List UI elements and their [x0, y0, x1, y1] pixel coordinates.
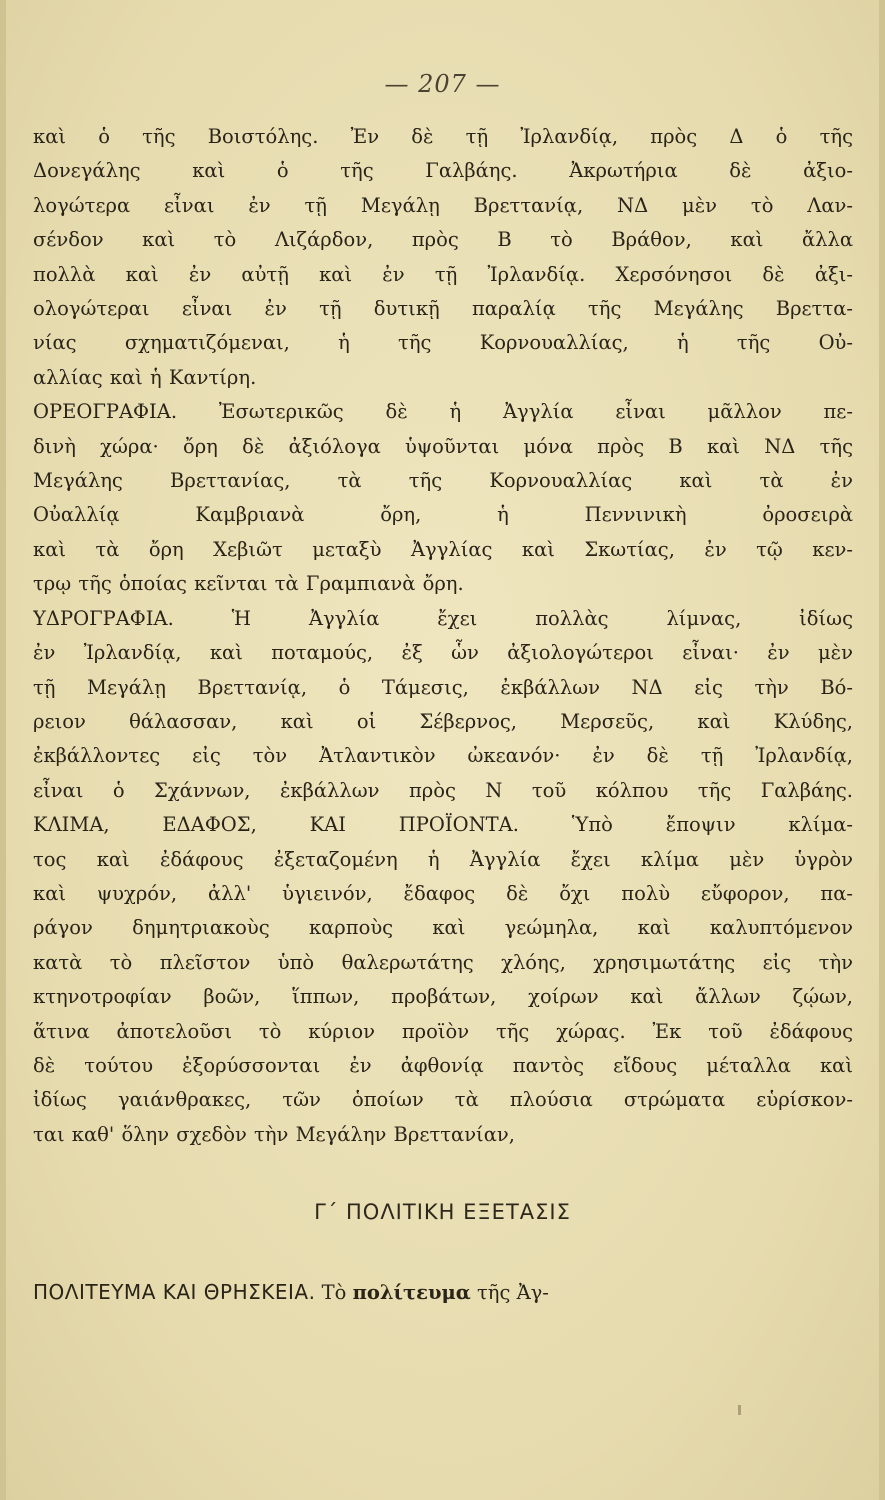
text-line: Μεγάλης Βρεττανίας, τὰ τῆς Κορνουαλλίας καὶ τὰ ἐν [33, 469, 853, 493]
text-line: αλλίας καὶ ἡ Καντίρη. [33, 365, 257, 389]
text-line: ἐκβάλλοντες εἰς τὸν Ἀτλαντικὸν ὠκεανόν· ἐν δὲ τῇ Ἰρλανδίᾳ, [33, 744, 853, 768]
text-line: ΟΡΕΟΓΡΑΦΙΑ. Ἐσωτερικῶς δὲ ἡ Ἀγγλία εἶναι μᾶλλον πε- [33, 400, 853, 424]
text-line: ράγον δημητριακοὺς καρποὺς καὶ γεώμηλα, καὶ καλυπτόμενον [33, 916, 853, 940]
text-line: σένδον καὶ τὸ Λιζάρδον, πρὸς Β τὸ Βράθον, καὶ ἄλλα [33, 228, 853, 252]
text-line: κτηνοτροφίαν βοῶν, ἵππων, προβάτων, χοίρων καὶ ἄλλων ζῴων, [33, 985, 853, 1009]
text-line: τος καὶ ἐδάφους ἐξεταζομένη ἡ Ἀγγλία ἔχει κλίμα μὲν ὑγρὸν [33, 847, 853, 871]
text-line: ἅτινα ἀποτελοῦσι τὸ κύριον προϊὸν τῆς χώρας. Ἐκ τοῦ ἐδάφους [33, 1019, 853, 1043]
text-line: δὲ τούτου ἐξορύσσονται ἐν ἀφθονίᾳ παντὸς εἴδους μέταλλα καὶ [33, 1053, 853, 1077]
bottom-line-caps: ΠΟΛΙΤΕΥΜΑ ΚΑΙ ΘΡΗΣΚΕΙΑ. [33, 1280, 316, 1304]
paragraph-block [33, 120, 853, 1152]
text-line: ται καθ' ὅλην σχεδὸν τὴν Μεγάλην Βρεττανίαν, [33, 1122, 515, 1146]
text-line: καὶ ψυχρόν, ἀλλ' ὑγιεινόν, ἔδαφος δὲ ὄχι πολὺ εὔφορον, πα- [33, 881, 853, 905]
text-line: ἐν Ἰρλανδίᾳ, καὶ ποταμούς, ἐξ ὧν ἀξιολογώτεροι εἶναι· ἐν μὲν [33, 641, 853, 665]
text-line: καὶ τὰ ὄρη Χεβιῶτ μεταξὺ Ἀγγλίας καὶ Σκωτίας, ἐν τῷ κεν- [33, 537, 853, 561]
body-text [33, 120, 853, 1152]
paper-speck [738, 1405, 741, 1415]
text-line: δινὴ χώρα· ὄρη δὲ ἀξιόλογα ὑψοῦνται μόνα πρὸς Β καὶ ΝΔ τῆς [33, 434, 853, 458]
page-left-edge [0, 0, 6, 1500]
text-line: ρειον θάλασσαν, καὶ οἱ Σέβερνος, Μερσεῦς, καὶ Κλύδης, [33, 709, 853, 733]
bottom-line-text-1: Τὸ [321, 1281, 347, 1304]
text-line: τῇ Μεγάλῃ Βρεττανίᾳ, ὁ Τάμεσις, ἐκβάλλων ΝΔ εἰς τὴν Βό- [33, 675, 853, 699]
text-line: Οὐαλλίᾳ Καμβριανὰ ὄρη, ἡ Πεννινικὴ ὀροσειρὰ [33, 503, 853, 527]
text-line: καὶ ὁ τῆς Βοιστόλης. Ἐν δὲ τῇ Ἰρλανδίᾳ, πρὸς Δ ὁ τῆς [33, 125, 853, 148]
text-line: ΚΛΙΜΑ, ΕΔΑΦΟΣ, ΚΑΙ ΠΡΟΪΟΝΤΑ. Ὑπὸ ἔποψιν κλίμα- [33, 813, 853, 837]
text-line: τρῳ τῆς ὁποίας κεῖνται τὰ Γραμπιανὰ ὄρη. [33, 572, 464, 596]
text-line: ολογώτεραι εἶναι ἐν τῇ δυτικῇ παραλίᾳ τῆς Μεγάλης Βρεττα- [33, 297, 853, 321]
text-line: Δονεγάλης καὶ ὁ τῆς Γαλβάης. Ἀκρωτήρια δὲ ἀξιο- [33, 159, 853, 183]
text-line: εἶναι ὁ Σχάννων, ἐκβάλλων πρὸς Ν τοῦ κόλπου τῆς Γαλβάης. [33, 778, 853, 802]
text-line: λογώτερα εἶναι ἐν τῇ Μεγάλῃ Βρεττανίᾳ, ΝΔ μὲν τὸ Λαν- [33, 193, 853, 217]
text-line: πολλὰ καὶ ἐν αὐτῇ καὶ ἐν τῇ Ἰρλανδίᾳ. Χερσόνησοι δὲ ἀξι- [33, 262, 853, 286]
page-number: — 207 — [384, 70, 501, 98]
text-line: νίας σχηματιζόμεναι, ἡ τῆς Κορνουαλλίας, ἡ τῆς Οὐ- [33, 331, 853, 355]
section-heading: Γ΄ ΠΟΛΙΤΙΚΗ ΕΞΕΤΑΣΙΣ [314, 1200, 571, 1224]
text-line: κατὰ τὸ πλεῖστον ὑπὸ θαλερωτάτης χλόης, χρησιμωτάτης εἰς τὴν [33, 950, 853, 974]
text-line: ΥΔΡΟΓΡΑΦΙΑ. Ἡ Ἀγγλία ἔχει πολλὰς λίμνας, ἰδίως [33, 606, 853, 630]
bottom-line-text-2: τῆς Ἀγ- [476, 1281, 549, 1304]
page-right-edge [879, 0, 885, 1500]
bottom-paragraph-line [33, 1280, 853, 1304]
text-line: ἰδίως γαιάνθρακες, τῶν ὁποίων τὰ πλούσια στρώματα εὑρίσκον- [33, 1088, 853, 1112]
bottom-line-bold-word: πολίτευμα [352, 1281, 471, 1304]
